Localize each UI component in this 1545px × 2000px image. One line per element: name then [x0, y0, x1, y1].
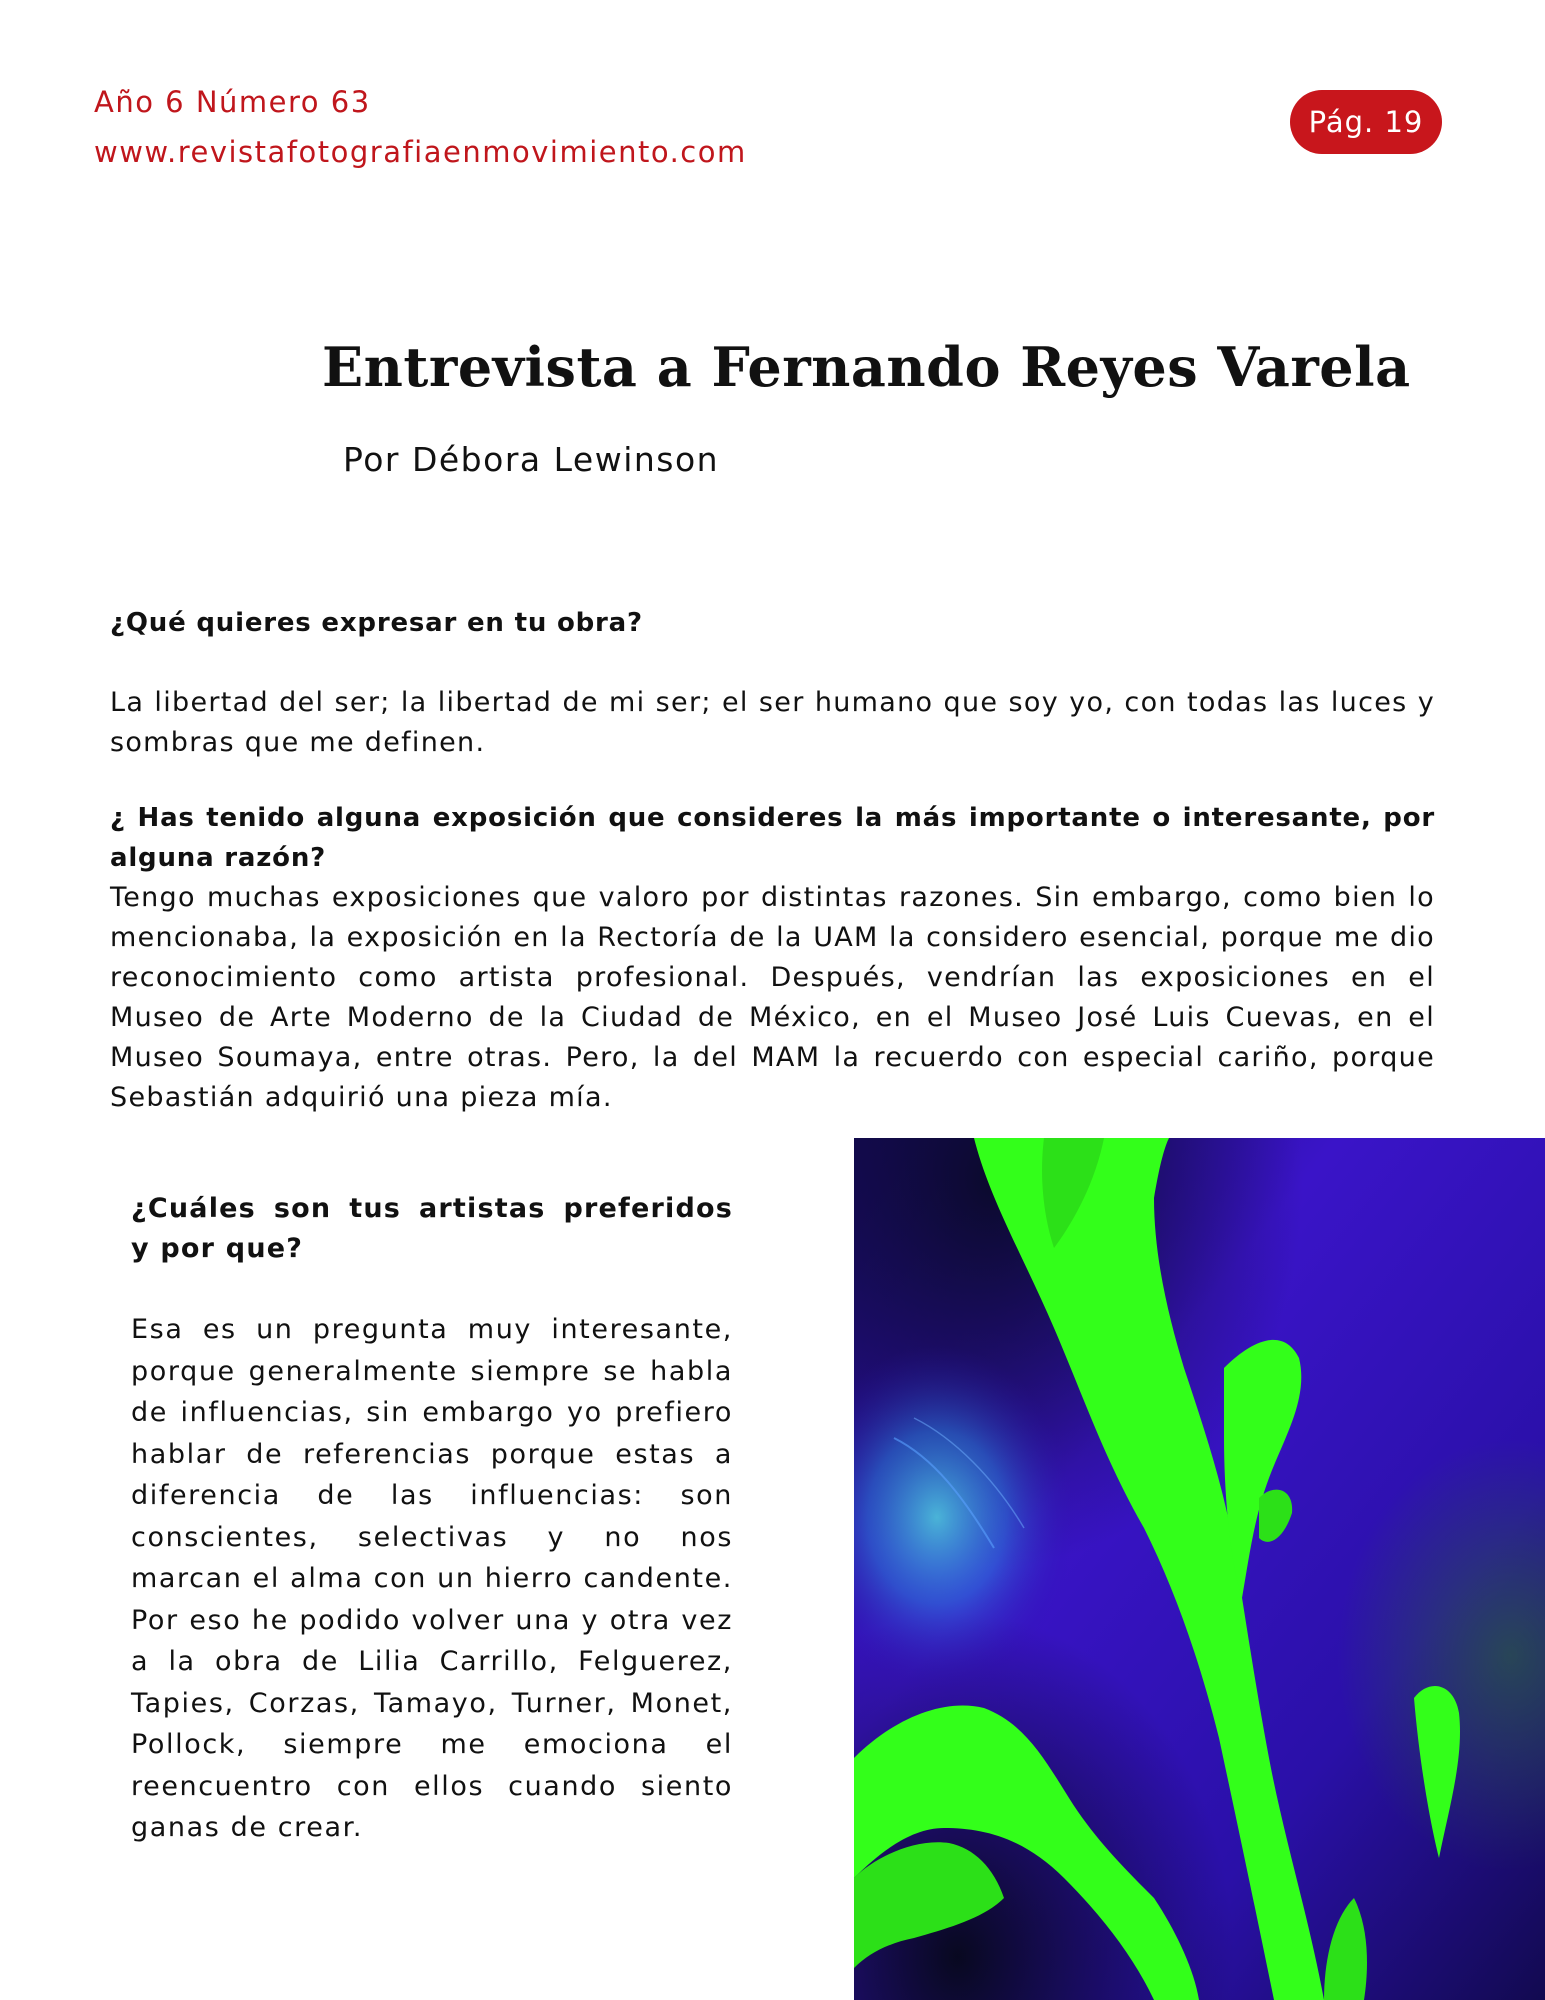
answer-3: Esa es un pregunta muy interesante, porque generalmente siempre se habla de influencias, sin embargo yo prefiero hablar de referencias porque estas a diferencia de las influencias: son conscientes, selectivas y no nos marcan el alma con un hierro candente. Por eso he podido volver una y otra vez a la obra de Lilia Carrillo, Felguerez, Tapies, Corzas, Tamayo, Turner, Monet, Pollock, siempre me emociona el reencuentro con ellos cuando siento ganas de crear.	[131, 1314, 733, 1843]
question-3: ¿Cuáles son tus artistas preferidos y por que?	[131, 1193, 733, 1264]
qa-block-3	[131, 1189, 733, 1849]
answer-1: La libertad del ser; la libertad de mi ser; el ser humano que soy yo, con todas las luces y sombras que me definen.	[110, 687, 1435, 758]
question-2: ¿ Has tenido alguna exposición que consideres la más importante o interesante, por alguna razón?	[110, 803, 1435, 873]
issue-number: Año 6 Número 63	[94, 85, 371, 119]
answer-2: Tengo muchas exposiciones que valoro por distintas razones. Sin embargo, como bien lo mencionaba, la exposición en la Rectoría de la UAM la considero esencial, porque me dio reconocimiento como artista profesional. Después, vendrían las exposiciones en el Museo de Arte Moderno de la Ciudad de México, en el Museo José Luis Cuevas, en el Museo Soumaya, entre otras. Pero, la del MAM la recuerdo con especial cariño, porque Sebastián adquirió una pieza mía.	[110, 882, 1435, 1113]
qa-block-2	[110, 798, 1435, 1118]
article-byline: Por Débora Lewinson	[343, 440, 720, 479]
page-number-label: Pág. 19	[1308, 105, 1424, 139]
abstract-painting-image	[854, 1138, 1545, 2000]
page-number-badge	[1290, 90, 1442, 154]
article-title: Entrevista a Fernando Reyes Varela	[322, 335, 1411, 399]
question-1: ¿Qué quieres expresar en tu obra?	[110, 608, 643, 638]
qa-block-1	[110, 603, 1435, 763]
website-url[interactable]: www.revistafotografiaenmovimiento.com	[94, 135, 747, 169]
